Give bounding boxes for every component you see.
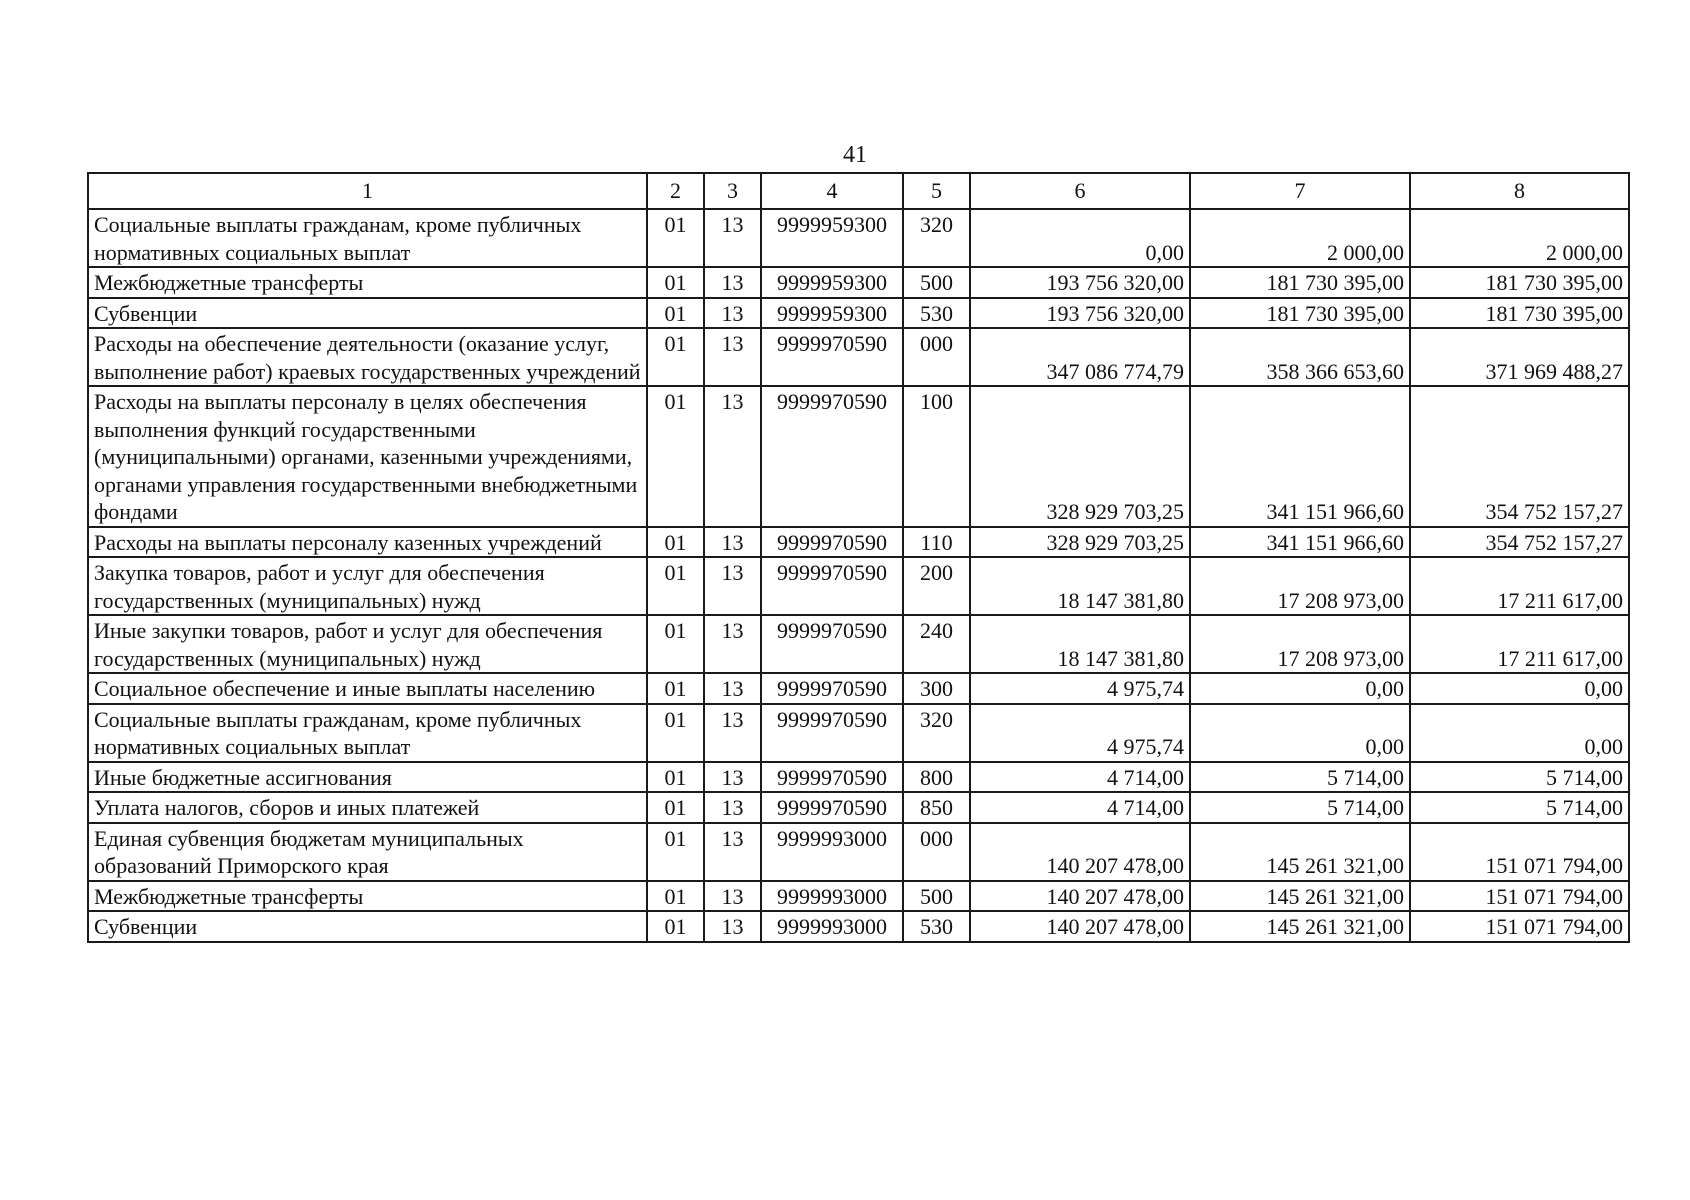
table-row: [88, 386, 1629, 527]
amount-col-6: 328 929 703,25: [970, 386, 1190, 527]
section-code: 01: [647, 762, 704, 793]
amount-col-6: 328 929 703,25: [970, 527, 1190, 558]
amount-col-8: 151 071 794,00: [1410, 823, 1629, 881]
amount-col-8: 371 969 488,27: [1410, 328, 1629, 386]
row-name: Единая субвенция бюджетам муниципальных образований Приморского края: [88, 823, 647, 881]
row-name: Уплата налогов, сборов и иных платежей: [88, 792, 647, 823]
amount-col-8: 181 730 395,00: [1410, 298, 1629, 329]
expense-type-code: 000: [903, 328, 970, 386]
section-code: 01: [647, 209, 704, 267]
amount-col-6: 193 756 320,00: [970, 267, 1190, 298]
amount-col-6: 4 714,00: [970, 792, 1190, 823]
subsection-code: 13: [704, 267, 761, 298]
amount-col-8: 151 071 794,00: [1410, 881, 1629, 912]
expense-type-code: 000: [903, 823, 970, 881]
section-code: 01: [647, 298, 704, 329]
section-code: 01: [647, 615, 704, 673]
subsection-code: 13: [704, 823, 761, 881]
row-name: Иные бюджетные ассигнования: [88, 762, 647, 793]
section-code: 01: [647, 527, 704, 558]
subsection-code: 13: [704, 762, 761, 793]
expense-type-code: 240: [903, 615, 970, 673]
subsection-code: 13: [704, 386, 761, 527]
amount-col-8: 0,00: [1410, 704, 1629, 762]
row-name: Социальные выплаты гражданам, кроме публичных нормативных социальных выплат: [88, 209, 647, 267]
table-row: [88, 209, 1629, 267]
amount-col-8: 181 730 395,00: [1410, 267, 1629, 298]
subsection-code: 13: [704, 792, 761, 823]
row-name: Расходы на обеспечение деятельности (оказание услуг, выполнение работ) краевых государственных учреждений: [88, 328, 647, 386]
amount-col-6: 140 207 478,00: [970, 911, 1190, 942]
table-row: [88, 557, 1629, 615]
expense-type-code: 850: [903, 792, 970, 823]
target-article-code: 9999959300: [761, 267, 903, 298]
amount-col-7: 181 730 395,00: [1190, 267, 1410, 298]
amount-col-8: 17 211 617,00: [1410, 557, 1629, 615]
amount-col-8: 354 752 157,27: [1410, 386, 1629, 527]
row-name: Субвенции: [88, 911, 647, 942]
table-row: [88, 704, 1629, 762]
target-article-code: 9999959300: [761, 298, 903, 329]
table-row: [88, 911, 1629, 942]
section-code: 01: [647, 386, 704, 527]
row-name: Расходы на выплаты персоналу в целях обеспечения выполнения функций государственными (муниципальными) органами, казенными учреждениями, органами управления государственными внебюджетными фондами: [88, 386, 647, 527]
header-cell: 4: [761, 173, 903, 209]
budget-table: [87, 172, 1630, 943]
row-name: Социальное обеспечение и иные выплаты населению: [88, 673, 647, 704]
table-row: [88, 328, 1629, 386]
target-article-code: 9999970590: [761, 386, 903, 527]
target-article-code: 9999970590: [761, 673, 903, 704]
amount-col-6: 4 975,74: [970, 673, 1190, 704]
subsection-code: 13: [704, 557, 761, 615]
amount-col-7: 181 730 395,00: [1190, 298, 1410, 329]
expense-type-code: 530: [903, 298, 970, 329]
target-article-code: 9999970590: [761, 527, 903, 558]
expense-type-code: 200: [903, 557, 970, 615]
amount-col-6: 347 086 774,79: [970, 328, 1190, 386]
row-name: Межбюджетные трансферты: [88, 881, 647, 912]
table-row: [88, 762, 1629, 793]
amount-col-6: 0,00: [970, 209, 1190, 267]
section-code: 01: [647, 792, 704, 823]
amount-col-8: 151 071 794,00: [1410, 911, 1629, 942]
section-code: 01: [647, 911, 704, 942]
expense-type-code: 300: [903, 673, 970, 704]
amount-col-7: 5 714,00: [1190, 762, 1410, 793]
amount-col-7: 145 261 321,00: [1190, 881, 1410, 912]
amount-col-8: 5 714,00: [1410, 762, 1629, 793]
subsection-code: 13: [704, 704, 761, 762]
expense-type-code: 100: [903, 386, 970, 527]
header-row: [88, 173, 1629, 209]
amount-col-7: 2 000,00: [1190, 209, 1410, 267]
table-row: [88, 298, 1629, 329]
row-name: Субвенции: [88, 298, 647, 329]
table-row: [88, 615, 1629, 673]
expense-type-code: 800: [903, 762, 970, 793]
amount-col-7: 145 261 321,00: [1190, 911, 1410, 942]
target-article-code: 9999970590: [761, 792, 903, 823]
target-article-code: 9999970590: [761, 615, 903, 673]
row-name: Иные закупки товаров, работ и услуг для обеспечения государственных (муниципальных) нужд: [88, 615, 647, 673]
section-code: 01: [647, 557, 704, 615]
row-name: Социальные выплаты гражданам, кроме публичных нормативных социальных выплат: [88, 704, 647, 762]
amount-col-7: 5 714,00: [1190, 792, 1410, 823]
amount-col-6: 193 756 320,00: [970, 298, 1190, 329]
section-code: 01: [647, 881, 704, 912]
header-cell: 3: [704, 173, 761, 209]
header-cell: 2: [647, 173, 704, 209]
page-number: 41: [843, 142, 867, 168]
section-code: 01: [647, 673, 704, 704]
subsection-code: 13: [704, 209, 761, 267]
table-row: [88, 673, 1629, 704]
table-row: [88, 267, 1629, 298]
header-cell: 1: [88, 173, 647, 209]
subsection-code: 13: [704, 615, 761, 673]
row-name: Расходы на выплаты персоналу казенных учреждений: [88, 527, 647, 558]
section-code: 01: [647, 823, 704, 881]
amount-col-7: 17 208 973,00: [1190, 557, 1410, 615]
target-article-code: 9999993000: [761, 823, 903, 881]
table-row: [88, 527, 1629, 558]
table-row: [88, 823, 1629, 881]
target-article-code: 9999970590: [761, 557, 903, 615]
amount-col-7: 0,00: [1190, 673, 1410, 704]
expense-type-code: 110: [903, 527, 970, 558]
target-article-code: 9999970590: [761, 704, 903, 762]
target-article-code: 9999993000: [761, 881, 903, 912]
table-row: [88, 792, 1629, 823]
target-article-code: 9999970590: [761, 328, 903, 386]
expense-type-code: 530: [903, 911, 970, 942]
expense-type-code: 500: [903, 881, 970, 912]
amount-col-6: 4 975,74: [970, 704, 1190, 762]
subsection-code: 13: [704, 298, 761, 329]
amount-col-7: 17 208 973,00: [1190, 615, 1410, 673]
amount-col-8: 5 714,00: [1410, 792, 1629, 823]
subsection-code: 13: [704, 673, 761, 704]
section-code: 01: [647, 704, 704, 762]
amount-col-8: 354 752 157,27: [1410, 527, 1629, 558]
amount-col-7: 341 151 966,60: [1190, 527, 1410, 558]
row-name: Межбюджетные трансферты: [88, 267, 647, 298]
subsection-code: 13: [704, 881, 761, 912]
amount-col-8: 2 000,00: [1410, 209, 1629, 267]
expense-type-code: 320: [903, 209, 970, 267]
header-cell: 8: [1410, 173, 1629, 209]
table-row: [88, 881, 1629, 912]
row-name: Закупка товаров, работ и услуг для обеспечения государственных (муниципальных) нужд: [88, 557, 647, 615]
amount-col-6: 140 207 478,00: [970, 823, 1190, 881]
expense-type-code: 500: [903, 267, 970, 298]
header-cell: 5: [903, 173, 970, 209]
target-article-code: 9999959300: [761, 209, 903, 267]
header-cell: 7: [1190, 173, 1410, 209]
amount-col-6: 18 147 381,80: [970, 557, 1190, 615]
target-article-code: 9999993000: [761, 911, 903, 942]
amount-col-7: 0,00: [1190, 704, 1410, 762]
header-cell: 6: [970, 173, 1190, 209]
target-article-code: 9999970590: [761, 762, 903, 793]
amount-col-8: 17 211 617,00: [1410, 615, 1629, 673]
expense-type-code: 320: [903, 704, 970, 762]
amount-col-7: 145 261 321,00: [1190, 823, 1410, 881]
amount-col-6: 140 207 478,00: [970, 881, 1190, 912]
amount-col-7: 358 366 653,60: [1190, 328, 1410, 386]
section-code: 01: [647, 328, 704, 386]
subsection-code: 13: [704, 911, 761, 942]
subsection-code: 13: [704, 527, 761, 558]
amount-col-8: 0,00: [1410, 673, 1629, 704]
section-code: 01: [647, 267, 704, 298]
subsection-code: 13: [704, 328, 761, 386]
amount-col-6: 18 147 381,80: [970, 615, 1190, 673]
amount-col-7: 341 151 966,60: [1190, 386, 1410, 527]
amount-col-6: 4 714,00: [970, 762, 1190, 793]
